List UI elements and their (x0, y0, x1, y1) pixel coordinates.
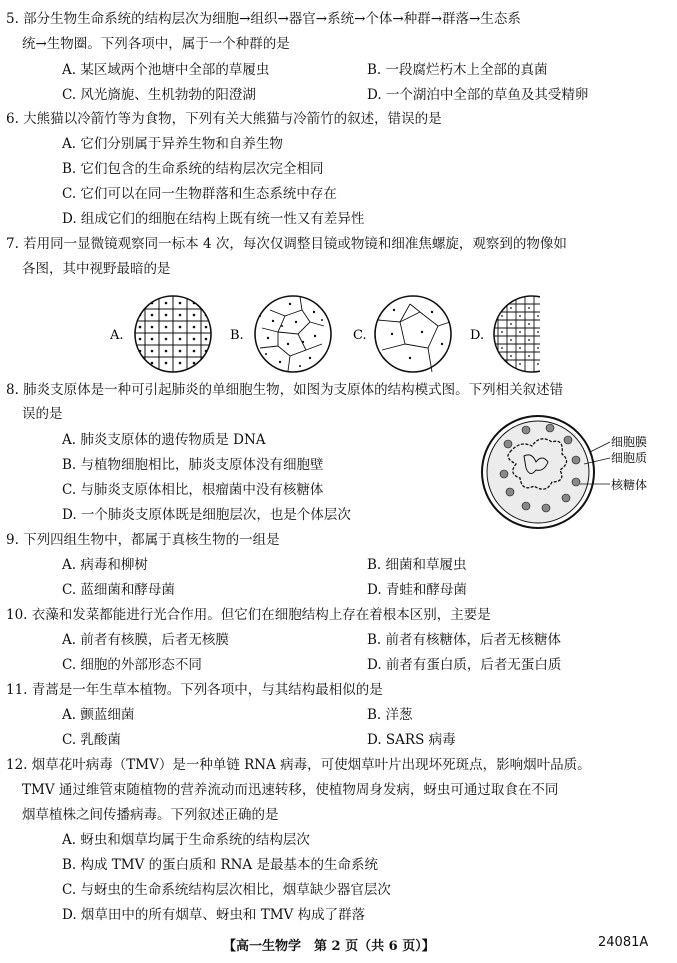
q5-option-b: B. 一段腐烂朽木上全部的真菌 (367, 62, 548, 78)
q9-option-c: C. 蓝细菌和酵母菌 (62, 582, 175, 598)
q6-option-c: C. 它们可以在同一生物群落和生态系统中存在 (62, 186, 337, 202)
footer-exam-code: 24081A (598, 935, 649, 950)
q12-option-b: B. 构成 TMV 的蛋白质和 RNA 是最基本的生命系统 (62, 857, 378, 873)
q9-stem: 9. 下列四组生物中，都属于真核生物的一组是 (6, 532, 280, 548)
q12-stem-line1: 12. 烟草花叶病毒（TMV）是一种单链 RNA 病毒，可使烟草叶片出现坏死斑点，影响烟叶品质。 (6, 757, 591, 773)
q10-option-d: D. 前者有蛋白质，后者无蛋白质 (367, 657, 562, 673)
q9-option-b: B. 细菌和草履虫 (367, 557, 467, 573)
view-label-a: A. (110, 328, 124, 343)
q6-option-a: A. 它们分别属于异养生物和自养生物 (62, 136, 283, 152)
q9-option-d: D. 青蛙和酵母菌 (367, 582, 467, 598)
q12-option-c: C. 与蚜虫的生命系统结构层次相比，烟草缺少器官层次 (62, 882, 391, 898)
q5-stem-line1: 5. 部分生物生命系统的结构层次为细胞→组织→器官→系统→个体→种群→群落→生态系 (6, 11, 521, 27)
q11-option-b: B. 洋葱 (367, 707, 413, 723)
q10-option-b: B. 前者有核糖体，后者无核糖体 (367, 632, 562, 648)
q8-stem-line2: 误的是 (22, 406, 63, 422)
q8-option-c: C. 与肺炎支原体相比，根瘤菌中没有核糖体 (62, 482, 324, 498)
microscope-views-figure (110, 292, 540, 377)
q7-stem-line1: 7. 若用同一显微镜观察同一标本 4 次，每次仅调整目镜或物镜和细准焦螺旋，观察到的物像如 (6, 236, 567, 252)
q5-option-c: C. 风光旖旎、生机勃勃的阳澄湖 (62, 87, 256, 103)
q11-option-d: D. SARS 病毒 (367, 732, 456, 748)
q8-stem-line1: 8. 肺炎支原体是一种可引起肺炎的单细胞生物，如图为支原体的结构模式图。下列相关叙述错 (6, 382, 564, 398)
label-cell-membrane: 细胞膜 (611, 435, 648, 449)
q6-option-d: D. 组成它们的细胞在结构上既有统一性又有差异性 (62, 211, 365, 227)
view-label-c: C. (353, 328, 367, 343)
q12-stem-line3: 烟草植株之间传播病毒。下列叙述正确的是 (22, 807, 279, 823)
q8-option-d: D. 一个肺炎支原体既是细胞层次，也是个体层次 (62, 507, 351, 523)
q12-option-d: D. 烟草田中的所有烟草、蚜虫和 TMV 构成了群落 (62, 907, 366, 923)
q8-option-b: B. 与植物细胞相比，肺炎支原体没有细胞壁 (62, 457, 324, 473)
view-a-circle (135, 296, 211, 372)
label-cytoplasm: 细胞质 (611, 451, 648, 465)
q5-stem-line2: 统→生物圈。下列各项中，属于一个种群的是 (22, 36, 290, 52)
q5-option-d: D. 一个湖泊中全部的草鱼及其受精卵 (367, 87, 589, 103)
q10-stem: 10. 衣藻和发菜都能进行光合作用。但它们在细胞结构上存在着根本区别，主要是 (6, 607, 491, 623)
view-d-circle (494, 296, 540, 372)
label-ribosome: 核糖体 (611, 478, 648, 492)
q10-option-c: C. 细胞的外部形态不同 (62, 657, 202, 673)
q11-option-a: A. 颤蓝细菌 (62, 707, 135, 723)
q11-stem: 11. 青蒿是一年生草本植物。下列各项中，与其结构最相似的是 (6, 682, 383, 698)
q12-option-a: A. 蚜虫和烟草均属于生命系统的结构层次 (62, 832, 310, 848)
q8-option-a: A. 肺炎支原体的遗传物质是 DNA (62, 432, 266, 448)
view-label-d: D. (470, 328, 485, 343)
view-b-circle (255, 296, 331, 372)
mycoplasma-structure-diagram (480, 412, 670, 532)
q11-option-c: C. 乳酸菌 (62, 732, 121, 748)
q6-stem: 6. 大熊猫以冷箭竹等为食物，下列有关大熊猫与冷箭竹的叙述，错误的是 (6, 111, 442, 127)
view-label-b: B. (230, 328, 244, 343)
q6-option-b: B. 它们包含的生命系统的结构层次完全相同 (62, 161, 324, 177)
q7-stem-line2: 各图，其中视野最暗的是 (22, 261, 171, 277)
q12-stem-line2: TMV 通过维管束随植物的营养流动而迅速转移，使植物周身发病，蚜虫可通过取食在不同 (22, 782, 559, 798)
q5-option-a: A. 某区域两个池塘中全部的草履虫 (62, 62, 270, 78)
view-c-circle (375, 296, 451, 372)
footer-page-info: 【高一生物学 第 2 页（共 6 页）】 (223, 939, 435, 954)
q10-option-a: A. 前者有核膜，后者无核膜 (62, 632, 229, 648)
q9-option-a: A. 病毒和柳树 (62, 557, 148, 573)
